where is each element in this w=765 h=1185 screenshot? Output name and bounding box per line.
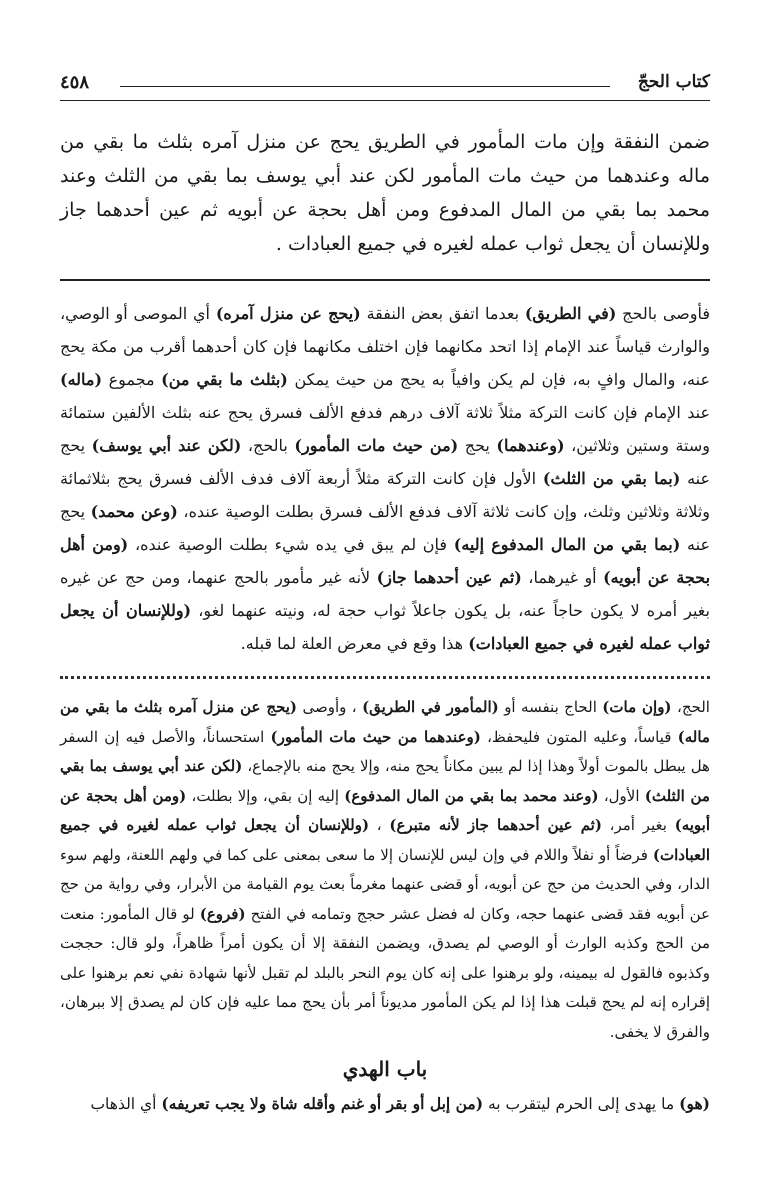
quoted-text: (لكن عند أبي يوسف) xyxy=(91,436,242,455)
dotted-divider xyxy=(60,676,710,679)
commentary-text: بعدما اتفق بعض النفقة xyxy=(366,304,520,323)
header-rule xyxy=(120,86,610,87)
quoted-text: (ثم عين أحدهما جاز) xyxy=(376,568,522,587)
commentary-text: مجموع xyxy=(108,370,155,389)
quoted-text: (وإن مات) xyxy=(602,698,672,716)
quoted-text: (المأمور في الطريق) xyxy=(362,698,499,716)
page xyxy=(60,62,710,1119)
commentary-text: يحج xyxy=(464,436,490,455)
gloss-text: الأول، xyxy=(603,786,640,805)
gloss-text: استحساناً، والأصل فيه إن السفر هل يبطل بالموت أولاً وهذا إذا لم يبين مكاناً يحج منه، وإلا يحج منه بالإجماع، xyxy=(60,727,710,775)
gloss-text: لو قال المأمور: منعت من الحج وكذبه الوارث أو الوصي لم يصدق، ويضمن النفقة إلا أن يكون أمراً ظاهراً، ولو قال: حججت وكذبوه فالقول له بيمينه، ولو برهنوا على إنه كان يوم النحر بالبلد لم تقبل لأنها شهادة نفي نعم برهنوا على إقراره إنه لم يحج قبلت هذا إذا لم يكن المأمور مديوناً أمر بأن يحج مما عليه فإن كان لم يصدق إلا ببرهان، والفرق لا يخفى. xyxy=(60,904,710,1041)
commentary-text: يحج عنه xyxy=(60,502,710,554)
section-divider xyxy=(60,279,710,281)
quoted-text: (بما بقي من الثلث) xyxy=(542,469,681,488)
quoted-text: (في الطريق) xyxy=(524,304,617,323)
quoted-text: (هو) xyxy=(679,1094,710,1113)
gloss-text: إليه إن بقي، وإلا بطلت، xyxy=(191,786,339,805)
quoted-text: (بما بقي من المال المدفوع إليه) xyxy=(453,535,681,554)
quoted-text: (ومن أهل بحجة عن أبويه) xyxy=(60,535,711,587)
quoted-text: (يحج عن منزل آمره بثلث ما بقي من ماله) xyxy=(60,698,710,746)
quoted-text: (وعند محمد بما بقي من المال المدفوع) xyxy=(344,786,599,805)
gloss-text: الحج، xyxy=(676,698,710,716)
commentary-text: عند الإمام فإن كانت التركة مثلاً ثلاثة آلاف درهم فدفع الألف فسرق يحج عنه بثلث الألفين ستمائة وستة وستين وثلاثين، xyxy=(60,403,710,455)
quoted-text: (فروع) xyxy=(199,904,246,923)
gloss-block xyxy=(60,693,710,1047)
body-text: أي الذهاب xyxy=(90,1095,157,1113)
main-text: ضمن النفقة وإن مات المأمور في الطريق يحج عن منزل آمره بثلث ما بقي من ماله وعندهما من حيث مات المأمور لكن عند أبي يوسف بما بقي من الثلث وعند محمد بما بقي من المال المدفوع ومن أهل بحجة عن أبويه ثم عين أحدهما جاز وللإنسان أن يجعل ثواب عمله لغيره في جميع العبادات . xyxy=(60,131,710,255)
quoted-text: (من إبل أو بقر أو غنم وأقله شاة ولا يجب تعريفه) xyxy=(161,1094,484,1113)
commentary-text: أي الموصى أو الوصي، والوارث قياساً عند الإمام إذا اتحد مكانهما فإن اختلف مكانهما فإن كان أحدهما أقرب من مكة يحج عنه، والمال وافٍ به، فإن لم يكن وافياً به يحج من حيث يمكن xyxy=(60,304,710,389)
commentary-text: يحج عنه xyxy=(60,436,711,488)
quoted-text: (من حيث مات المأمور) xyxy=(294,436,459,455)
quoted-text: (وللإنسان أن يجعل ثواب عمله لغيره في جميع العبادات) xyxy=(60,816,710,864)
gloss-text: فرضاً أو نفلاً واللام في وإن ليس للإنسان إلا ما سعى بمعنى على كما في ولهم اللعنة، ولهم سوء الدار، وفي الحديث من حج عن أبويه، أو قضى عنهما مغرماً بعث يوم القيامة من الأبرار، وفي رواية من حج عن أبويه فقد قضى عنهما حجه، وكان له فضل عشر حجج وتمامه في الفتح xyxy=(60,845,710,923)
gloss-text: ، xyxy=(376,816,382,834)
gloss-text: قياساً، وعليه المتون فليحفظ، xyxy=(487,727,672,746)
quoted-text: (بثلث ما بقي من) xyxy=(161,370,288,389)
quoted-text: (وعندهما من حيث مات المأمور) xyxy=(270,727,481,746)
quoted-text: (وعن محمد) xyxy=(90,502,178,521)
commentary-block xyxy=(60,297,710,660)
gloss-text: ، وأوصى xyxy=(302,698,357,716)
quoted-text: (لكن عند أبي يوسف بما بقي من الثلث) xyxy=(60,757,710,805)
body-text: ما يهدى إلى الحرم ليتقرب به xyxy=(487,1095,675,1113)
quoted-text: (وعندهما) xyxy=(496,436,565,455)
page-number: ٤٥٨ xyxy=(60,72,90,93)
commentary-text: هذا وقع في معرض العلة لما قبله. xyxy=(240,634,464,653)
commentary-text: لأنه غير مأمور بالحج عنهما، ومن حج عن غيره بغير أمره لا يكون حاجاً عنه، بل يكون جاعلاً ثواب حجة له، ونيته عنهما لغو، xyxy=(60,568,710,620)
commentary-text: فإن لم يبق في يده شيء بطلت الوصية عنده، xyxy=(134,535,448,554)
quoted-text: (ومن أهل بحجة عن أبويه) xyxy=(60,786,710,834)
quoted-text: (ماله) xyxy=(60,370,103,389)
section-heading: باب الهدي xyxy=(342,1057,428,1081)
running-header xyxy=(60,62,710,101)
quoted-text: (وللإنسان أن يجعل ثواب عمله لغيره في جميع العبادات) xyxy=(60,601,710,653)
commentary-text: أو غيرهما، xyxy=(528,568,597,587)
commentary-text: الأول فإن كانت التركة مثلاً أربعة آلاف فدف الألف فسرق يحج بثلاثمائة وثلاثة وثلاثين وثلث، وإن كانت ثلاثة آلاف فدفع الألف فسرق بطلت الوصية عنده، xyxy=(60,469,710,521)
book-title: كتاب الحجّ xyxy=(637,72,710,92)
commentary-text: فأوصى بالحج xyxy=(622,304,710,323)
commentary-text: بالحج، xyxy=(247,436,288,455)
gloss-text: الحاج بنفسه أو xyxy=(504,698,597,716)
gloss-text: بغير أمر، xyxy=(609,816,667,834)
quoted-text: (يحج عن منزل آمره) xyxy=(215,304,361,323)
final-line xyxy=(60,1089,710,1119)
quoted-text: (ثم عين أحدهما جاز لأنه متبرع) xyxy=(389,816,602,834)
